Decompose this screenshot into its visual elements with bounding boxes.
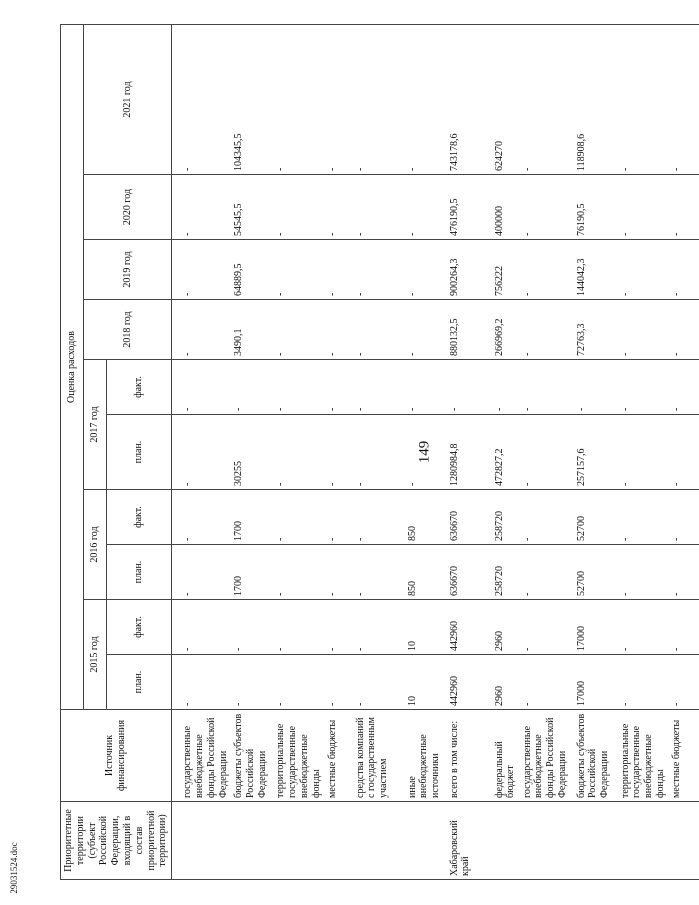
table-body: [172, 25, 699, 880]
value-cell: -: [405, 25, 447, 175]
value-cell: -: [520, 300, 574, 360]
header-fact-2016: факт.: [107, 490, 172, 545]
value-cell: -: [669, 490, 699, 545]
value-cell: -: [405, 360, 447, 415]
value-cell: 52700: [574, 545, 618, 600]
value-cell: -: [273, 25, 324, 175]
value-cell: -: [669, 545, 699, 600]
value-cell: -: [618, 300, 669, 360]
value-cell: 258720: [492, 490, 520, 545]
value-cell: -: [353, 25, 405, 175]
value-cell: -: [405, 240, 447, 300]
value-cell: 1700: [231, 490, 273, 545]
value-cell: 257157,6: [574, 415, 618, 490]
value-cell: 2960: [492, 655, 520, 710]
territory-cell: [574, 802, 618, 880]
table-row: [492, 25, 520, 880]
value-cell: 900264,3: [447, 240, 492, 300]
value-cell: -: [273, 600, 324, 655]
source-cell: средства компаний с государственным участием: [353, 710, 405, 802]
value-cell: -: [405, 175, 447, 240]
value-cell: -: [172, 490, 232, 545]
value-cell: -: [353, 415, 405, 490]
value-cell: 104345,5: [231, 25, 273, 175]
rotated-page-content: [60, 25, 682, 880]
value-cell: -: [574, 360, 618, 415]
value-cell: -: [669, 600, 699, 655]
value-cell: -: [669, 175, 699, 240]
value-cell: 756222: [492, 240, 520, 300]
value-cell: -: [405, 415, 447, 490]
territory-cell: [172, 802, 232, 880]
expenditure-table: [60, 24, 699, 880]
source-cell: территориальные государственные внебюджетные фонды: [618, 710, 669, 802]
value-cell: -: [273, 175, 324, 240]
value-cell: -: [231, 360, 273, 415]
source-cell: государственные внебюджетные фонды Российской Федерации: [172, 710, 232, 802]
table-row: [405, 25, 447, 880]
value-cell: -: [353, 360, 405, 415]
value-cell: -: [618, 360, 669, 415]
value-cell: -: [325, 175, 353, 240]
value-cell: -: [273, 240, 324, 300]
value-cell: -: [520, 545, 574, 600]
value-cell: 144042,3: [574, 240, 618, 300]
territory-cell: [669, 802, 699, 880]
source-cell: бюджеты субъектов Российской Федерации: [231, 710, 273, 802]
value-cell: 850: [405, 545, 447, 600]
value-cell: -: [618, 490, 669, 545]
value-cell: 17000: [574, 655, 618, 710]
source-cell: местные бюджеты: [669, 710, 699, 802]
territory-cell: [520, 802, 574, 880]
value-cell: 52700: [574, 490, 618, 545]
header-year-2017: 2017 год: [84, 360, 107, 490]
value-cell: -: [520, 360, 574, 415]
value-cell: -: [353, 600, 405, 655]
header-year-2018: 2018 год: [84, 300, 172, 360]
value-cell: -: [273, 415, 324, 490]
value-cell: -: [447, 360, 492, 415]
value-cell: -: [172, 545, 232, 600]
value-cell: -: [325, 25, 353, 175]
value-cell: 472827,2: [492, 415, 520, 490]
value-cell: -: [353, 490, 405, 545]
value-cell: 54545,5: [231, 175, 273, 240]
value-cell: -: [273, 545, 324, 600]
value-cell: 17000: [574, 600, 618, 655]
table-row: [231, 25, 273, 880]
value-cell: -: [353, 545, 405, 600]
value-cell: -: [172, 240, 232, 300]
table-row: [618, 25, 669, 880]
value-cell: 476190,5: [447, 175, 492, 240]
table-row: [325, 25, 353, 880]
value-cell: -: [172, 175, 232, 240]
territory-cell: [492, 802, 520, 880]
value-cell: -: [325, 545, 353, 600]
source-cell: федеральный бюджет: [492, 710, 520, 802]
header-plan-2017: план.: [107, 415, 172, 490]
value-cell: -: [618, 240, 669, 300]
value-cell: -: [353, 240, 405, 300]
header-plan-2016: план.: [107, 545, 172, 600]
value-cell: -: [273, 490, 324, 545]
value-cell: 442960: [447, 600, 492, 655]
value-cell: 1700: [231, 545, 273, 600]
source-cell: местные бюджеты: [325, 710, 353, 802]
value-cell: -: [405, 300, 447, 360]
value-cell: -: [325, 240, 353, 300]
table-row: [353, 25, 405, 880]
value-cell: 118908,6: [574, 25, 618, 175]
table-row: [172, 25, 232, 880]
territory-cell: Хабаровский край: [447, 802, 492, 880]
value-cell: 76190,5: [574, 175, 618, 240]
source-cell: иные внебюджетные источники: [405, 710, 447, 802]
source-cell: бюджеты субъектов Российской Федерации: [574, 710, 618, 802]
value-cell: 10: [405, 655, 447, 710]
header-source: Источник финансирования: [61, 710, 172, 802]
value-cell: 624270: [492, 25, 520, 175]
table-row: [520, 25, 574, 880]
value-cell: -: [618, 415, 669, 490]
value-cell: -: [669, 25, 699, 175]
value-cell: 1280984,8: [447, 415, 492, 490]
value-cell: -: [618, 175, 669, 240]
header-year-2016: 2016 год: [84, 490, 107, 600]
value-cell: -: [325, 300, 353, 360]
table-row: [273, 25, 324, 880]
value-cell: 10: [405, 600, 447, 655]
value-cell: -: [172, 655, 232, 710]
value-cell: -: [520, 490, 574, 545]
value-cell: -: [172, 300, 232, 360]
value-cell: -: [520, 240, 574, 300]
territory-cell: [273, 802, 324, 880]
value-cell: -: [325, 415, 353, 490]
header-year-2019: 2019 год: [84, 240, 172, 300]
territory-cell: [231, 802, 273, 880]
territory-cell: [353, 802, 405, 880]
value-cell: -: [273, 300, 324, 360]
table-row: [669, 25, 699, 880]
header-plan-2015: план.: [107, 655, 172, 710]
header-territory: Приоритетные территории (субъект Российской Федерации, входящий в состав приоритетной территории): [61, 802, 172, 880]
value-cell: -: [353, 655, 405, 710]
value-cell: 266969,2: [492, 300, 520, 360]
value-cell: -: [325, 600, 353, 655]
value-cell: 880132,5: [447, 300, 492, 360]
value-cell: 72763,3: [574, 300, 618, 360]
page-number: 149: [416, 440, 433, 464]
value-cell: -: [273, 360, 324, 415]
value-cell: 743178,6: [447, 25, 492, 175]
value-cell: -: [520, 655, 574, 710]
header-fact-2017: факт.: [107, 360, 172, 415]
header-year-2021: 2021 год: [84, 25, 172, 175]
value-cell: 636670: [447, 545, 492, 600]
value-cell: -: [231, 655, 273, 710]
value-cell: -: [353, 300, 405, 360]
source-cell: государственные внебюджетные фонды Российской Федерации: [520, 710, 574, 802]
value-cell: -: [520, 415, 574, 490]
value-cell: -: [172, 360, 232, 415]
value-cell: 258720: [492, 545, 520, 600]
value-cell: -: [325, 655, 353, 710]
value-cell: -: [231, 600, 273, 655]
value-cell: 442960: [447, 655, 492, 710]
value-cell: -: [669, 415, 699, 490]
value-cell: 400000: [492, 175, 520, 240]
table-row: [574, 25, 618, 880]
value-cell: -: [618, 600, 669, 655]
value-cell: -: [353, 175, 405, 240]
header-year-2015: 2015 год: [84, 600, 107, 710]
value-cell: -: [618, 545, 669, 600]
value-cell: -: [273, 655, 324, 710]
value-cell: -: [669, 360, 699, 415]
value-cell: -: [669, 655, 699, 710]
header-fact-2015: факт.: [107, 600, 172, 655]
value-cell: -: [325, 360, 353, 415]
value-cell: -: [618, 655, 669, 710]
value-cell: 64889,5: [231, 240, 273, 300]
table-row: [447, 25, 492, 880]
value-cell: -: [618, 25, 669, 175]
value-cell: -: [172, 25, 232, 175]
value-cell: -: [520, 25, 574, 175]
value-cell: 850: [405, 490, 447, 545]
value-cell: 30255: [231, 415, 273, 490]
value-cell: 3490,1: [231, 300, 273, 360]
value-cell: 2960: [492, 600, 520, 655]
value-cell: -: [669, 300, 699, 360]
header-estimate: Оценка расходов: [61, 25, 84, 710]
header-year-2020: 2020 год: [84, 175, 172, 240]
value-cell: -: [669, 240, 699, 300]
source-cell: территориальные государственные внебюджетные фонды: [273, 710, 324, 802]
value-cell: -: [172, 600, 232, 655]
territory-cell: [618, 802, 669, 880]
source-cell: всего в том числе:: [447, 710, 492, 802]
territory-cell: [325, 802, 353, 880]
value-cell: -: [172, 415, 232, 490]
value-cell: -: [492, 360, 520, 415]
territory-cell: [405, 802, 447, 880]
value-cell: -: [520, 175, 574, 240]
value-cell: 636670: [447, 490, 492, 545]
document-code: 29031524.doc: [9, 842, 19, 894]
value-cell: -: [520, 600, 574, 655]
value-cell: -: [325, 490, 353, 545]
